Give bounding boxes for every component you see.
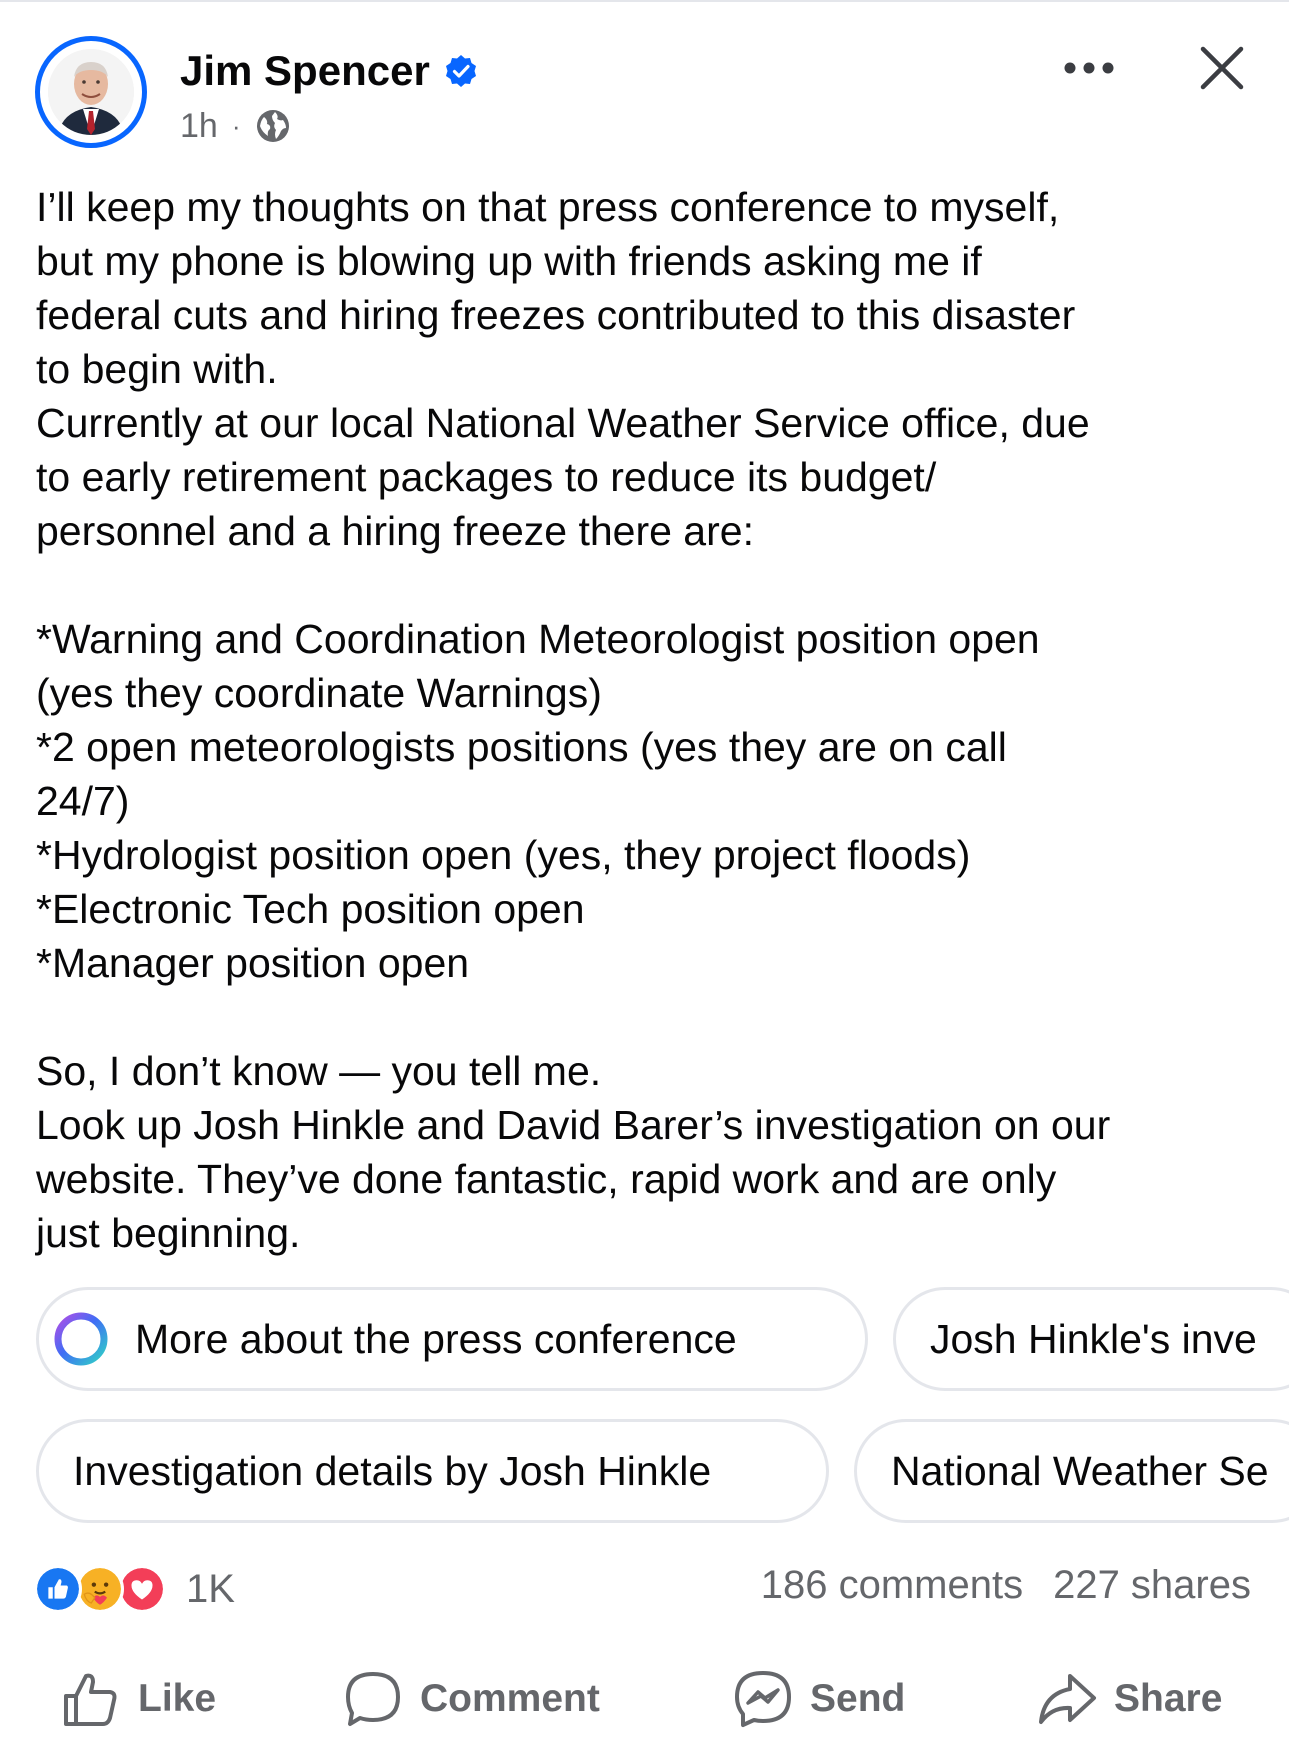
post-text-line: federal cuts and hiring freezes contributed to this disaster: [36, 292, 1076, 338]
shares-count[interactable]: 227 shares: [1053, 1563, 1251, 1607]
post-text-line: (yes they coordinate Warnings): [36, 670, 602, 716]
post-text-line: just beginning.: [36, 1210, 301, 1256]
share-icon: [1036, 1668, 1098, 1730]
share-button[interactable]: [1036, 1664, 1222, 1734]
post-text-line: to begin with.: [36, 346, 278, 392]
send-label: Send: [810, 1677, 906, 1720]
like-icon: [60, 1668, 122, 1730]
globe-icon[interactable]: [255, 108, 291, 144]
post-body: [36, 180, 1266, 1260]
comment-button[interactable]: [342, 1664, 600, 1734]
post-text-line: I’ll keep my thoughts on that press conference to myself,: [36, 184, 1060, 230]
post-text-line: to early retirement packages to reduce its budget/: [36, 454, 937, 500]
chip-label: Josh Hinkle's inve: [930, 1315, 1257, 1362]
post-meta: [180, 104, 291, 148]
meta-separator: ·: [231, 111, 241, 141]
post-text-line: Look up Josh Hinkle and David Barer’s investigation on our: [36, 1102, 1111, 1148]
author-avatar[interactable]: [35, 36, 147, 148]
post-text-line: Currently at our local National Weather Service office, due: [36, 400, 1090, 446]
post-text-line: *Hydrologist position open (yes, they project floods): [36, 832, 971, 878]
comments-count[interactable]: 186 comments: [760, 1563, 1024, 1607]
chip-label: Investigation details by Josh Hinkle: [73, 1447, 712, 1494]
post-text-line: website. They’ve done fantastic, rapid work and are only: [36, 1156, 1057, 1202]
send-button[interactable]: [732, 1664, 905, 1734]
messenger-icon: [732, 1668, 794, 1730]
post-text-line: *Electronic Tech position open: [36, 886, 585, 932]
post-text-line: but my phone is blowing up with friends asking me if: [36, 238, 982, 284]
post-text-line: 24/7): [36, 778, 130, 824]
care-reaction-icon: [76, 1565, 124, 1613]
verified-badge-icon: [444, 54, 478, 88]
paragraph-gap: [36, 990, 1266, 1044]
close-icon[interactable]: [1198, 44, 1246, 92]
suggestion-chip-josh-hinkle[interactable]: [893, 1287, 1289, 1391]
share-label: Share: [1114, 1677, 1223, 1720]
paragraph-gap: [36, 558, 1266, 612]
author-name-row: [180, 44, 478, 98]
post-text-line: So, I don’t know — you tell me.: [36, 1048, 602, 1094]
engagement-counts: [761, 1563, 1251, 1608]
top-divider: [0, 0, 1289, 2]
more-options-icon[interactable]: [1062, 56, 1116, 80]
suggestion-chip-investigation-details[interactable]: [36, 1419, 829, 1523]
reaction-count: 1K: [186, 1566, 235, 1611]
chip-label: National Weather Se: [891, 1447, 1269, 1494]
post-text-line: *2 open meteorologists positions (yes they are on call: [36, 724, 1007, 770]
suggestion-chip-press-conference[interactable]: [36, 1287, 868, 1391]
love-reaction-icon: [118, 1565, 166, 1613]
post-text-line: *Manager position open: [36, 940, 470, 986]
author-name[interactable]: Jim Spencer: [180, 47, 430, 94]
like-label: Like: [138, 1677, 217, 1720]
like-reaction-icon: [34, 1565, 82, 1613]
post-text-line: *Warning and Coordination Meteorologist position open: [36, 616, 1040, 662]
like-button[interactable]: [60, 1664, 216, 1734]
comment-label: Comment: [420, 1677, 600, 1720]
reactions-summary[interactable]: [34, 1564, 235, 1614]
avatar-photo: [48, 49, 134, 135]
post-text-line: personnel and a hiring freeze there are:: [36, 508, 754, 554]
chip-label: More about the press conference: [135, 1315, 737, 1362]
suggestion-chip-national-weather-service[interactable]: [854, 1419, 1289, 1523]
post-time[interactable]: 1h: [180, 107, 218, 145]
comment-icon: [342, 1668, 404, 1730]
meta-ai-ring-icon: [53, 1311, 109, 1367]
